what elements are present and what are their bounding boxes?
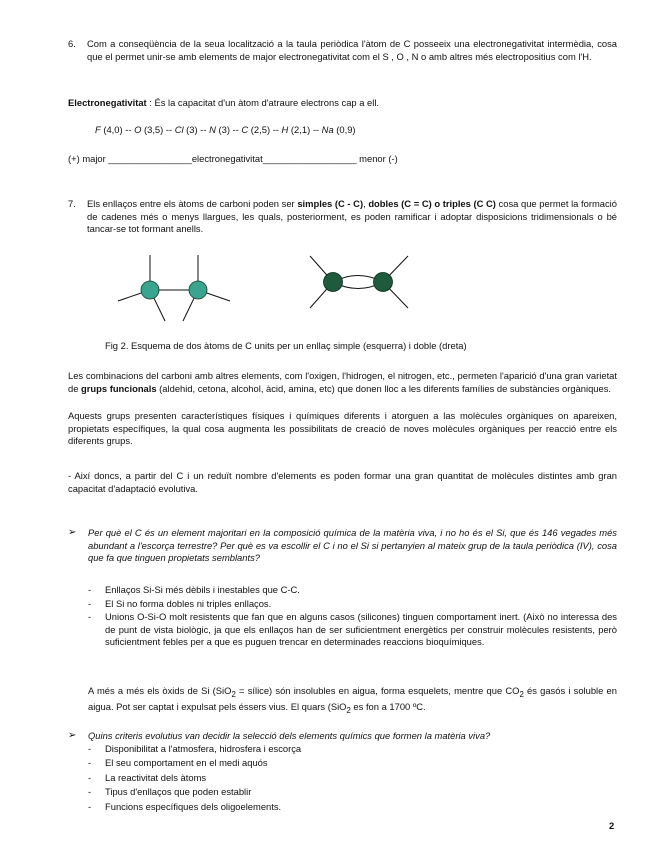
paragraph-functional-groups — [68, 370, 617, 395]
dash-bullet: - — [88, 743, 92, 754]
answer-text: Tipus d'enllaços que poden establir — [105, 786, 252, 798]
para1-part-2: (aldehid, cetona, alcohol, àcid, amina, etc) que donen lloc a les diferents famílies de substàncies orgàniques. — [156, 382, 612, 394]
fill-blank-2[interactable]: __________________ — [262, 153, 357, 164]
definition-text: : És la capacitat d'un àtom d'atraure electrons cap a ell. — [146, 97, 380, 108]
subscript: 2 — [519, 689, 524, 699]
dash-bullet: - — [88, 786, 92, 798]
definition-term: Electronegativitat — [68, 97, 147, 108]
scale-O: O — [134, 124, 142, 135]
scale-F-value: (4,0) -- — [100, 124, 135, 135]
list-item — [88, 801, 617, 814]
silica-note — [88, 685, 617, 718]
carbon-atom-right — [189, 281, 207, 299]
scale-N: N — [209, 124, 216, 135]
item-7-dobles: dobles (C = C) — [368, 198, 432, 209]
note-part-b: = sílice) són insolubles en aigua, forma esquelets, mentre que CO — [235, 685, 520, 696]
fill-line-middle: electronegativitat — [191, 153, 263, 164]
list-item — [88, 598, 617, 611]
scale-Cl-value: (3) -- — [183, 124, 210, 135]
single-bond-diagram — [110, 253, 260, 323]
definition — [68, 97, 618, 110]
para1-bold: grups funcionals — [81, 382, 157, 394]
item-7-triples: o triples (C C) — [434, 198, 496, 209]
item-6-text: Com a conseqüència de la seua localització a la taula periòdica l'àtom de C posseeix una electronegativitat intermèdia, cosa que el permet unir-se amb elements de major electronegativitat com el S , O , N o amb altres més electropositius com l'H. — [87, 38, 617, 62]
scale-Cl: Cl — [174, 124, 184, 135]
arrow-bullet-icon: ➢ — [68, 730, 77, 741]
answer-text: Enllaços Si-Si més dèbils i inestables que C-C. — [105, 584, 300, 595]
scale-C-value: (2,5) -- — [248, 124, 282, 135]
double-bond-diagram — [300, 252, 440, 312]
item-7-text — [87, 198, 617, 236]
list-item — [88, 772, 617, 785]
question-1-answers — [88, 584, 617, 649]
scale-H-value: (2,1) -- — [288, 124, 322, 135]
arrow-bullet-icon: ➢ — [68, 527, 77, 538]
dash-bullet: - — [88, 584, 92, 595]
question-1-text: Per què el C és un element majoritari en la composició química de la matèria viva, i no ho és el Si, que és 146 vegades més abundant a l'escorça terrestre? Per què es va escollir el C i no el Si si pertanyien al mateix grup de la taula periòdica (IV), cosa que fa que tinguen propietats semblants? — [88, 527, 617, 564]
item-6-number: 6. — [68, 38, 76, 49]
answer-text: La reactivitat dels àtoms — [105, 771, 207, 783]
note-part-d: es fon a 1700 ºC. — [350, 701, 426, 713]
scale-C: C — [241, 124, 249, 135]
page-number: 2 — [609, 820, 615, 831]
dash-bullet: - — [88, 800, 92, 812]
scale-N-value: (3) -- — [215, 124, 242, 135]
item-7-part-4: cosa que permet la formació de cadenes més o menys llargues, les quals, posteriorment, es poden ramificar i adoptar disposicions tridimensionals o bé tancar-se tot formant anells. — [87, 198, 617, 235]
answer-text: El seu comportament en el medi aquós — [105, 757, 268, 769]
dash-bullet: - — [88, 757, 92, 769]
list-item — [88, 757, 617, 770]
answer-text: El Si no forma dobles ni triples enllaços. — [105, 597, 272, 609]
scale-F: F — [95, 124, 101, 135]
note-part-a: A més a més els òxids de Si (SiO — [88, 685, 232, 696]
scale-O-value: (3,5) -- — [141, 124, 175, 135]
electronegativity-scale — [95, 124, 595, 137]
list-item — [88, 584, 617, 597]
carbon-atom-right — [374, 273, 393, 292]
answer-text: Unions O-Si-O molt resistents que fan que en alguns casos (silicones) tinguen comportament inert. (Això no interessa des de punt de vista biològic, ja que els enllaços han de ser suficientment energètics per construir molècules resistents, però suficientment febles per a que es puguen trencar en determinades reaccions bioquímiques. — [105, 611, 617, 648]
item-7-part-2: , — [363, 198, 369, 209]
scale-Na-value: (0,9) — [333, 124, 356, 135]
fill-line-start: (+) major — [68, 153, 109, 164]
para1-part-1: Les combinacions del carboni amb altres elements, com l'oxigen, l'hidrogen, el nitrogen, etc., permeten l'aparició d'una gran varietat de — [68, 370, 617, 394]
carbon-atom-left — [141, 281, 159, 299]
dash-bullet: - — [88, 597, 92, 609]
list-item — [88, 611, 617, 649]
list-item — [88, 743, 617, 756]
paragraph-groups-properties: Aquests grups presenten característiques físiques i químiques diferents i atorguen a las molècules orgàniques on apareixen, propietats específiques, la qual cosa augmenta les possibilitats de creació de noves molècules orgàniques per reacció entre els diferents grups. — [68, 410, 617, 447]
dash-bullet: - — [88, 771, 92, 783]
item-7-part-1: Els enllaços entre els àtoms de carboni poden ser — [87, 198, 298, 209]
carbon-atom-left — [324, 273, 343, 292]
fill-in-line — [68, 153, 618, 166]
scale-Na: Na — [321, 124, 334, 135]
list-item — [88, 786, 617, 799]
dash-bullet: - — [88, 611, 92, 623]
figure-caption: Fig 2. Esquema de dos àtoms de C units per un enllaç simple (esquerra) i doble (dreta) — [105, 340, 467, 351]
answer-text: Funcions específiques dels oligoelements. — [105, 800, 282, 812]
paragraph-conclusion: - Així doncs, a partir del C i un reduït nombre d'elements es poden formar una gran quantitat de molècules distintes amb gran capacitat d'adaptació evolutiva. — [68, 470, 617, 494]
scale-H: H — [281, 124, 289, 135]
fill-blank-1[interactable]: ________________ — [108, 153, 192, 164]
answer-text: Disponibilitat a l'atmosfera, hidrosfera i escorça — [105, 743, 302, 754]
item-7-number: 7. — [68, 198, 76, 209]
subscript: 2 — [231, 689, 236, 699]
question-2-answers — [88, 743, 617, 813]
subscript: 2 — [346, 706, 351, 716]
question-2-text: Quins criteris evolutius van decidir la selecció dels elements químics que formen la matèria viva? — [88, 730, 491, 741]
note-part-c: és gasós i soluble en aigua. Pot ser captat i expulsat pels éssers vius. El quars (SiO — [88, 685, 617, 713]
fill-line-end: menor (-) — [356, 153, 398, 164]
item-7-simples: simples (C - C) — [297, 198, 364, 209]
